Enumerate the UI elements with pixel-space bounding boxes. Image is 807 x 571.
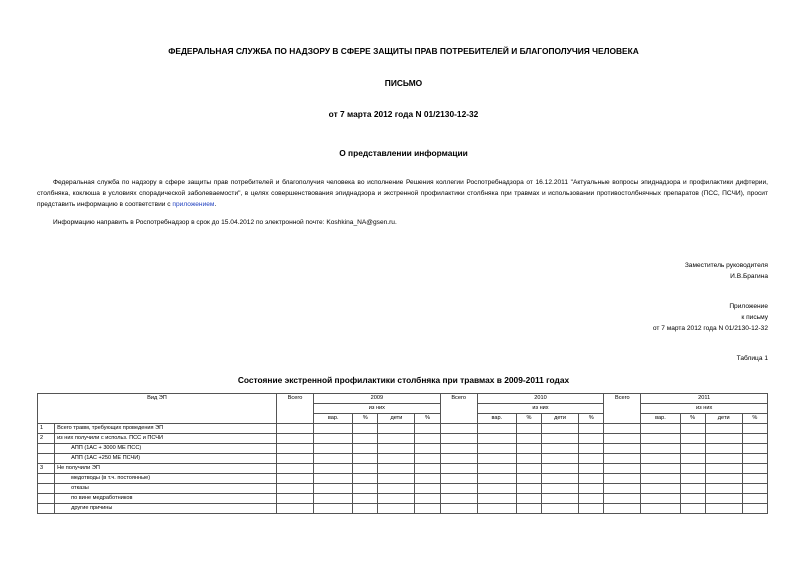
data-cell <box>680 484 705 494</box>
row-label: Не получили ЭП <box>55 464 277 474</box>
table-row <box>38 474 768 484</box>
data-cell <box>516 464 541 474</box>
data-cell <box>742 494 767 504</box>
data-cell <box>477 434 516 444</box>
data-cell <box>477 424 516 434</box>
data-cell <box>541 504 578 514</box>
data-cell <box>742 424 767 434</box>
appendix-line-1: Приложение <box>729 303 768 310</box>
data-cell <box>680 474 705 484</box>
data-cell <box>680 504 705 514</box>
sub-pct: % <box>680 414 705 424</box>
data-cell <box>705 504 742 514</box>
data-cell <box>705 494 742 504</box>
data-cell <box>314 484 353 494</box>
data-cell <box>378 504 415 514</box>
data-cell <box>541 444 578 454</box>
row-number <box>38 474 55 484</box>
prophylaxis-table <box>37 393 768 514</box>
sub-pct: % <box>516 414 541 424</box>
agency-title: ФЕДЕРАЛЬНАЯ СЛУЖБА ПО НАДЗОРУ В СФЕРЕ ЗАЩИТЫ ПРАВ ПОТРЕБИТЕЛЕЙ И БЛАГОПОЛУЧИЯ ЧЕЛОВЕКА <box>168 46 639 56</box>
data-cell <box>440 424 477 434</box>
data-cell <box>477 444 516 454</box>
data-cell <box>378 454 415 464</box>
header-year-2009: 2009 <box>314 394 441 404</box>
data-cell <box>541 424 578 434</box>
data-cell <box>415 464 440 474</box>
data-cell <box>516 494 541 504</box>
data-cell <box>440 454 477 464</box>
body-paragraph-2: Информацию направить в Роспотребнадзор в срок до 15.04.2012 по электронной почте: Koshkina_NA@gsen.ru. <box>53 219 397 226</box>
data-cell <box>604 454 641 464</box>
table-row <box>38 494 768 504</box>
data-cell <box>680 434 705 444</box>
header-year-2010: 2010 <box>477 394 604 404</box>
data-cell <box>415 484 440 494</box>
data-cell <box>353 484 378 494</box>
appendix-block <box>653 301 768 334</box>
data-cell <box>541 474 578 484</box>
appendix-link[interactable]: приложением <box>172 201 215 208</box>
data-cell <box>378 444 415 454</box>
data-cell <box>440 444 477 454</box>
signer-name: И.В.Брагина <box>730 273 768 280</box>
data-cell <box>276 474 313 484</box>
row-label: отказы <box>55 484 277 494</box>
data-cell <box>516 444 541 454</box>
data-cell <box>705 454 742 464</box>
data-cell <box>742 444 767 454</box>
row-label: медотводы (в т.ч. постоянные) <box>55 474 277 484</box>
sub-pct: % <box>415 414 440 424</box>
data-cell <box>604 484 641 494</box>
row-number <box>38 504 55 514</box>
data-cell <box>353 474 378 484</box>
data-cell <box>440 464 477 474</box>
data-cell <box>604 464 641 474</box>
data-cell <box>680 464 705 474</box>
data-cell <box>440 504 477 514</box>
row-number: 1 <box>38 424 55 434</box>
data-cell <box>604 434 641 444</box>
data-cell <box>516 454 541 464</box>
data-cell <box>604 474 641 484</box>
data-cell <box>641 434 680 444</box>
data-cell <box>641 444 680 454</box>
data-cell <box>579 504 604 514</box>
data-cell <box>579 424 604 434</box>
data-cell <box>477 464 516 474</box>
data-cell <box>541 484 578 494</box>
data-cell <box>742 504 767 514</box>
data-cell <box>641 464 680 474</box>
data-cell <box>440 474 477 484</box>
appendix-line-3: от 7 марта 2012 года N 01/2130-12-32 <box>652 325 768 332</box>
data-cell <box>314 434 353 444</box>
data-cell <box>353 494 378 504</box>
data-cell <box>314 474 353 484</box>
data-cell <box>314 454 353 464</box>
row-number <box>38 484 55 494</box>
data-cell <box>641 474 680 484</box>
data-cell <box>415 434 440 444</box>
row-number <box>38 494 55 504</box>
header-total-2010: Всего <box>440 394 477 424</box>
data-cell <box>415 424 440 434</box>
data-cell <box>516 434 541 444</box>
data-cell <box>516 484 541 494</box>
header-of-them-2011: из них <box>641 404 768 414</box>
data-cell <box>314 494 353 504</box>
paragraph-1-text: Федеральная служба по надзору в сфере защиты прав потребителей и благополучия человека во исполнение Решения коллегии Роспотребнадзора от 16.12.2011 "Актуальные вопросы эпиднадзора и профилактики дифтерии, столбняка, коклюша в условиях спорадической заболеваемости", в целях совершенствования эпиднадзора и экстренной профилактики столбняка при травмах и использовании противостолбнячных препаратов (ПСС, ПСЧИ), просит представить информацию в соответствии с <box>37 179 768 208</box>
body-paragraph-1 <box>37 177 768 210</box>
data-cell <box>378 484 415 494</box>
row-number: 3 <box>38 464 55 474</box>
data-cell <box>604 504 641 514</box>
data-cell <box>579 494 604 504</box>
header-total-2011: Всего <box>604 394 641 424</box>
data-cell <box>276 424 313 434</box>
data-cell <box>314 464 353 474</box>
sub-children: дети <box>705 414 742 424</box>
data-cell <box>276 444 313 454</box>
sub-pct: % <box>579 414 604 424</box>
row-label: Всего травм, требующих проведения ЭП <box>55 424 277 434</box>
data-cell <box>378 494 415 504</box>
data-cell <box>705 434 742 444</box>
table-title: Состояние экстренной профилактики столбняка при травмах в 2009-2011 годах <box>237 375 570 385</box>
row-label: другие причины <box>55 504 277 514</box>
data-cell <box>516 424 541 434</box>
table-row <box>38 424 768 434</box>
data-cell <box>378 464 415 474</box>
data-cell <box>705 474 742 484</box>
data-cell <box>541 494 578 504</box>
data-cell <box>314 504 353 514</box>
data-cell <box>705 484 742 494</box>
data-cell <box>353 454 378 464</box>
data-cell <box>440 434 477 444</box>
data-cell <box>378 434 415 444</box>
data-cell <box>579 444 604 454</box>
header-total-2009: Всего <box>276 394 313 424</box>
row-label: АПП (1АС + 3000 МЕ ПСС) <box>55 444 277 454</box>
appendix-line-2: к письму <box>741 314 768 321</box>
table-row <box>38 434 768 444</box>
document-date-number: от 7 марта 2012 года N 01/2130-12-32 <box>328 109 479 119</box>
data-cell <box>440 484 477 494</box>
data-cell <box>353 444 378 454</box>
data-cell <box>541 454 578 464</box>
data-cell <box>477 494 516 504</box>
data-cell <box>641 454 680 464</box>
data-cell <box>680 494 705 504</box>
data-cell <box>604 494 641 504</box>
document-type: ПИСЬМО <box>384 78 423 88</box>
row-number: 2 <box>38 434 55 444</box>
sub-children: дети <box>378 414 415 424</box>
data-cell <box>742 464 767 474</box>
data-cell <box>680 454 705 464</box>
table-label: Таблица 1 <box>736 355 768 362</box>
data-cell <box>604 444 641 454</box>
data-cell <box>516 504 541 514</box>
data-cell <box>742 484 767 494</box>
header-of-them-2010: из них <box>477 404 604 414</box>
data-cell <box>276 494 313 504</box>
data-cell <box>276 504 313 514</box>
data-cell <box>378 424 415 434</box>
data-cell <box>579 454 604 464</box>
data-cell <box>276 464 313 474</box>
data-cell <box>353 424 378 434</box>
data-cell <box>415 494 440 504</box>
data-cell <box>276 434 313 444</box>
data-cell <box>742 474 767 484</box>
data-cell <box>477 454 516 464</box>
row-label: по вине медработников <box>55 494 277 504</box>
data-cell <box>641 484 680 494</box>
table-row <box>38 464 768 474</box>
table-row <box>38 484 768 494</box>
sub-pct: % <box>353 414 378 424</box>
document-subject: О представлении информации <box>339 148 468 158</box>
data-cell <box>477 504 516 514</box>
data-cell <box>314 444 353 454</box>
table-row <box>38 504 768 514</box>
data-cell <box>579 474 604 484</box>
data-cell <box>276 454 313 464</box>
data-cell <box>680 424 705 434</box>
data-cell <box>641 424 680 434</box>
data-cell <box>276 484 313 494</box>
sub-var: вар. <box>477 414 516 424</box>
row-label: АПП (1АС +250 МЕ ПСЧИ) <box>55 454 277 464</box>
data-cell <box>378 474 415 484</box>
data-cell <box>705 424 742 434</box>
data-cell <box>353 434 378 444</box>
data-cell <box>516 474 541 484</box>
data-cell <box>541 434 578 444</box>
data-cell <box>742 454 767 464</box>
data-cell <box>680 444 705 454</box>
sub-var: вар. <box>314 414 353 424</box>
data-cell <box>440 494 477 504</box>
data-cell <box>353 504 378 514</box>
data-cell <box>705 444 742 454</box>
sub-pct: % <box>742 414 767 424</box>
data-cell <box>415 454 440 464</box>
data-cell <box>477 484 516 494</box>
data-cell <box>579 464 604 474</box>
data-cell <box>415 444 440 454</box>
data-cell <box>353 464 378 474</box>
header-vid: Вид ЭП <box>38 394 277 424</box>
row-number <box>38 444 55 454</box>
data-cell <box>641 494 680 504</box>
data-cell <box>742 434 767 444</box>
data-cell <box>541 464 578 474</box>
table-row <box>38 454 768 464</box>
sub-var: вар. <box>641 414 680 424</box>
data-cell <box>579 484 604 494</box>
data-cell <box>705 464 742 474</box>
header-row-years <box>38 394 768 404</box>
row-label: из них получили с использ. ПСС и ПСЧИ <box>55 434 277 444</box>
data-cell <box>415 504 440 514</box>
sub-children: дети <box>541 414 578 424</box>
paragraph-1-end: . <box>214 201 217 208</box>
row-number <box>38 454 55 464</box>
data-cell <box>314 424 353 434</box>
signer-position: Заместитель руководителя <box>684 262 768 269</box>
data-cell <box>415 474 440 484</box>
table-row <box>38 444 768 454</box>
data-cell <box>579 434 604 444</box>
data-cell <box>641 504 680 514</box>
header-of-them-2009: из них <box>314 404 441 414</box>
header-year-2011: 2011 <box>641 394 768 404</box>
data-cell <box>604 424 641 434</box>
data-cell <box>477 474 516 484</box>
signature-block <box>685 260 768 282</box>
